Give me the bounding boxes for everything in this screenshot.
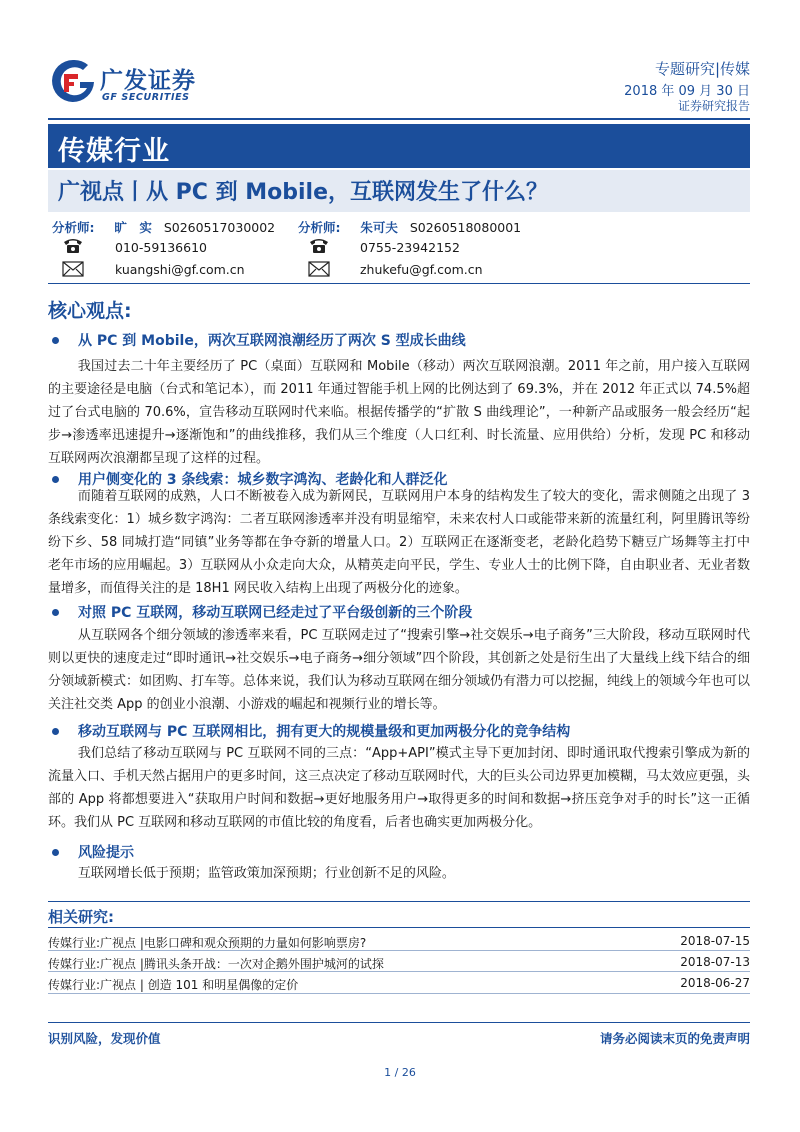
industry-title: 传媒行业 xyxy=(58,136,170,167)
bullet-icon xyxy=(52,609,59,616)
analyst-label: 分析师: xyxy=(52,220,95,235)
section-body: 从互联网各个细分领域的渗透率来看，PC 互联网走过了“搜索引擎→社交娱乐→电子商务”三大阶段，移动互联网时代则以更快的速度走过“即时通讯→社交娱乐→电子商务→细分领域”四个阶段，其创新之处是衍生出了大量线上线下结合的细分领域新模式：如团购、打车等。总体来说，我们认为移动互联网在细分领域仍有潜力可以挖掘，纯线上的领域今年也可以关注社交类 App 的创业小浪潮、小游戏的崛起和视频行业的增长等。 xyxy=(48,628,751,712)
analyst-1-phone: 010-59136610 xyxy=(115,240,207,255)
section-heading: 移动互联网与 PC 互联网相比，拥有更大的规模量级和更加两极分化的竞争结构 xyxy=(78,724,571,740)
analyst-divider xyxy=(48,283,750,284)
related-item-date: 2018-06-27 xyxy=(680,976,750,990)
section-body: 互联网增长低于预期；监管政策加深预期；行业创新不足的风险。 xyxy=(77,866,455,881)
bullet-icon xyxy=(52,337,59,344)
section-body: 而随着互联网的成熟，人口不断被卷入成为新网民，互联网用户本身的结构发生了较大的变化，需求侧随之出现了 3 条线索变化：1）城乡数字鸿沟：二者互联网渗透率并没有明显缩窄，未来农村人口或能带来新的流量红利，阿里腾讯等纷纷下乡、58 同城打造“同镇”业务等都在争夺新的增量人口。2）互联网正在逐渐变老，老龄化趋势下糖豆广场舞等主打中老年市场的应用崛起。3）互联网从小众走向大众，从精英走向平民，学生、专业人士的比例下降，自由职业者、无业者数量增多，而值得关注的是 18H1 网民收入结构上出现了两极分化的迹象。 xyxy=(48,489,750,596)
report-date: 2018 年 09 月 30 日 xyxy=(624,84,750,99)
related-item-date: 2018-07-15 xyxy=(680,934,750,948)
analyst-cert: S0260518080001 xyxy=(409,220,522,235)
bullet-icon xyxy=(52,849,59,856)
page-number: 1 / 26 xyxy=(384,1066,416,1079)
section-body: 我们总结了移动互联网与 PC 互联网不同的三点：“App+API”模式主导下更加封闭、即时通讯取代搜索引擎成为新的流量入口、手机天然占据用户的更多时间，这三点决定了移动互联网时代，大的巨头公司边界更加模糊，马太效应更强，头部的 App 将都想要进入“获取用户时间和数据→更好地服务用户→取得更多的时间和数据→挤压竞争对手的时长”这一正循环。我们从 PC 互联网和移动互联网的市值比较的角度看，后者也确实更加两极分化。 xyxy=(48,746,751,830)
related-item-title[interactable]: 传媒行业:广视点 | 创造 101 和明星偶像的定价 xyxy=(48,978,299,992)
analyst-2-info xyxy=(298,218,521,236)
analyst-name: 朱可夫 xyxy=(360,220,398,235)
related-item-date: 2018-07-13 xyxy=(680,955,750,969)
footer-disclaimer: 请务必阅读末页的免责声明 xyxy=(599,1031,750,1046)
analyst-cert: S0260517030002 xyxy=(163,220,276,235)
related-item-title[interactable]: 传媒行业:广视点 |电影口碑和观众预期的力量如何影响票房? xyxy=(48,936,367,950)
report-title: 广视点丨从 PC 到 Mobile，互联网发生了什么？ xyxy=(58,180,549,205)
analyst-2-phone: 0755-23942152 xyxy=(360,240,460,255)
related-row-divider xyxy=(48,993,750,994)
section-heading: 风险提示 xyxy=(78,845,134,861)
related-top-divider xyxy=(48,901,750,902)
related-title-divider xyxy=(48,927,750,928)
report-type: 证券研究报告 xyxy=(677,99,750,113)
phone-icon xyxy=(308,236,330,254)
logo-text-cn: 广发证券 xyxy=(100,68,196,94)
related-row-divider xyxy=(48,971,750,972)
analyst-label: 分析师: xyxy=(298,220,341,235)
header-divider xyxy=(48,118,750,120)
footer-slogan: 识别风险，发现价值 xyxy=(48,1031,161,1046)
related-item[interactable] xyxy=(48,934,750,951)
related-row-divider xyxy=(48,950,750,951)
section-body: 我国过去二十年主要经历了 PC（桌面）互联网和 Mobile（移动）两次互联网浪潮。2011 年之前，用户接入互联网的主要途径是电脑（台式和笔记本），而 2011 年通过智能手机上网的比例达到了 69.3%，并在 2012 年正式以 74.5%超过了台式电脑的 70.6%，宣告移动互联网时代来临。根据传播学的“扩散 S 曲线理论”，一种新产品或服务一般会经历“起步→渗透率迅速提升→逐渐饱和”的曲线推移，我们从三个维度（人口红利、时长流量、应用供给）分析，发现 PC 和移动互联网两次浪潮都呈现了这样的过程。 xyxy=(48,359,750,466)
related-item[interactable] xyxy=(48,976,750,993)
related-item[interactable] xyxy=(48,955,750,972)
bullet-icon xyxy=(52,728,59,735)
mail-icon xyxy=(308,260,330,278)
core-views-title: 核心观点: xyxy=(48,300,132,322)
logo-text-en: GF SECURITIES xyxy=(102,92,190,103)
section-heading: 对照 PC 互联网，移动互联网已经走过了平台级创新的三个阶段 xyxy=(78,605,473,621)
analyst-name: 旷 实 xyxy=(114,220,152,235)
analyst-1-info xyxy=(52,218,275,236)
footer-divider xyxy=(48,1022,750,1023)
related-item-title[interactable]: 传媒行业:广视点 |腾讯头条开战：一次对企鹅外围护城河的试探 xyxy=(48,957,384,971)
mail-icon xyxy=(62,260,84,278)
gf-logo-icon xyxy=(50,58,96,106)
section-heading: 从 PC 到 Mobile，两次互联网浪潮经历了两次 S 型成长曲线 xyxy=(78,333,466,349)
section-heading: 用户侧变化的 3 条线索：城乡数字鸿沟、老龄化和人群泛化 xyxy=(78,472,448,488)
bullet-icon xyxy=(52,476,59,483)
analyst-2-email[interactable]: zhukefu@gf.com.cn xyxy=(360,262,483,277)
phone-icon xyxy=(62,236,84,254)
company-logo xyxy=(50,58,220,108)
analyst-1-email[interactable]: kuangshi@gf.com.cn xyxy=(115,262,245,277)
related-research-title: 相关研究: xyxy=(48,908,114,926)
report-category: 专题研究|传媒 xyxy=(654,60,750,78)
